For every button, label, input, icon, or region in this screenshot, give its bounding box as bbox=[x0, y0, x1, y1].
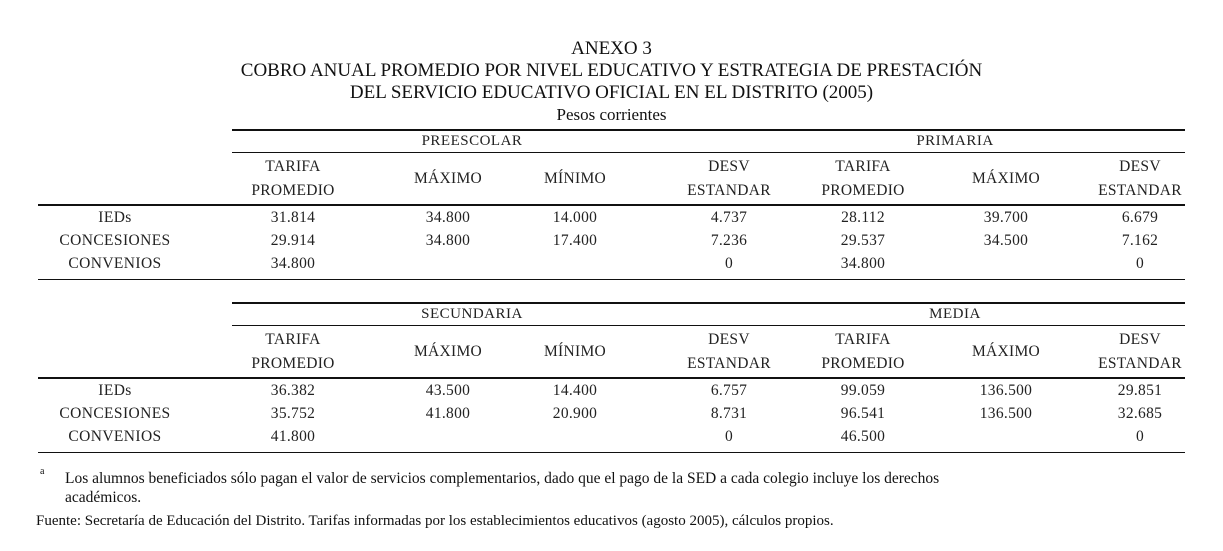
table-title-line2: DEL SERVICIO EDUCATIVO OFICIAL EN EL DISTRITO (2005) bbox=[349, 82, 874, 103]
column-header-line1: TARIFA bbox=[265, 331, 321, 348]
column-header-line2: ESTANDAR bbox=[1098, 355, 1182, 372]
table-cell: 34.800 bbox=[270, 255, 316, 272]
column-header: MÁXIMO bbox=[971, 170, 1041, 187]
column-header-line1: DESV bbox=[708, 158, 750, 175]
table-cell: 14.000 bbox=[552, 209, 598, 226]
column-header-line2: ESTANDAR bbox=[687, 355, 771, 372]
table-cell: 6.679 bbox=[1121, 209, 1159, 226]
table-cell: 7.236 bbox=[710, 232, 748, 249]
row-label: CONVENIOS bbox=[68, 428, 162, 445]
table-bottom-rule bbox=[38, 279, 1185, 280]
table-cell: 32.685 bbox=[1117, 405, 1163, 422]
table-cell: 34.500 bbox=[983, 232, 1029, 249]
table-cell: 41.800 bbox=[425, 405, 471, 422]
table-cell: 6.757 bbox=[710, 382, 748, 399]
table-cell: 99.059 bbox=[840, 382, 886, 399]
table-cell: 34.800 bbox=[840, 255, 886, 272]
table-cell: 20.900 bbox=[552, 405, 598, 422]
annex-label: ANEXO 3 bbox=[571, 38, 652, 59]
group-header-right: PRIMARIA bbox=[916, 133, 994, 149]
table-cell: 29.914 bbox=[270, 232, 316, 249]
column-header-line1: DESV bbox=[1119, 331, 1161, 348]
table-cell: 0 bbox=[1135, 428, 1145, 445]
column-header: MÁXIMO bbox=[971, 343, 1041, 360]
table-cell: 29.851 bbox=[1117, 382, 1163, 399]
column-header: MÍNIMO bbox=[543, 343, 607, 360]
table-cell: 35.752 bbox=[270, 405, 316, 422]
table-bottom-rule bbox=[38, 452, 1185, 453]
group-header-rule bbox=[232, 152, 1185, 153]
table-top-rule bbox=[232, 129, 1185, 131]
column-header-line1: DESV bbox=[708, 331, 750, 348]
column-header-line2: ESTANDAR bbox=[687, 182, 771, 199]
column-header-line1: DESV bbox=[1119, 158, 1161, 175]
table-cell: 96.541 bbox=[840, 405, 886, 422]
column-header: MÁXIMO bbox=[413, 343, 483, 360]
group-header-right: MEDIA bbox=[929, 306, 981, 322]
table-cell: 17.400 bbox=[552, 232, 598, 249]
row-label: CONCESIONES bbox=[59, 232, 171, 249]
footnote-text-line2: académicos. bbox=[65, 489, 142, 506]
column-header: MÁXIMO bbox=[413, 170, 483, 187]
table-cell: 8.731 bbox=[710, 405, 748, 422]
table-cell: 41.800 bbox=[270, 428, 316, 445]
table-title-line1: COBRO ANUAL PROMEDIO POR NIVEL EDUCATIVO Y ESTRATEGIA DE PRESTACIÓN bbox=[240, 60, 983, 81]
row-label: CONVENIOS bbox=[68, 255, 162, 272]
table-cell: 4.737 bbox=[710, 209, 748, 226]
column-header-rule bbox=[38, 377, 1185, 379]
table-cell: 0 bbox=[1135, 255, 1145, 272]
column-header-line1: TARIFA bbox=[265, 158, 321, 175]
column-header-line1: TARIFA bbox=[835, 331, 891, 348]
table-cell: 7.162 bbox=[1121, 232, 1159, 249]
column-header-line2: PROMEDIO bbox=[251, 182, 335, 199]
table-cell: 34.800 bbox=[425, 209, 471, 226]
table-cell: 46.500 bbox=[840, 428, 886, 445]
table-cell: 31.814 bbox=[270, 209, 316, 226]
row-label: IEDs bbox=[98, 209, 132, 226]
table-cell: 14.400 bbox=[552, 382, 598, 399]
row-label: CONCESIONES bbox=[59, 405, 171, 422]
table-top-rule bbox=[232, 302, 1185, 304]
column-header-line2: ESTANDAR bbox=[1098, 182, 1182, 199]
table-cell: 0 bbox=[724, 255, 734, 272]
table-cell: 136.500 bbox=[979, 405, 1033, 422]
column-header-line2: PROMEDIO bbox=[821, 182, 905, 199]
footnote-marker: a bbox=[40, 466, 45, 477]
source-note: Fuente: Secretaría de Educación del Distrito. Tarifas informadas por los establecimientos educativos (agosto 2005), cálculos propios. bbox=[36, 513, 834, 529]
column-header-line1: TARIFA bbox=[835, 158, 891, 175]
footnote-text-line1: Los alumnos beneficiados sólo pagan el valor de servicios complementarios, dado que el pago de la SED a cada colegio incluye los derechos bbox=[65, 470, 940, 487]
table-subtitle: Pesos corrientes bbox=[556, 105, 667, 124]
table-cell: 0 bbox=[724, 428, 734, 445]
column-header-rule bbox=[38, 204, 1185, 206]
table-cell: 43.500 bbox=[425, 382, 471, 399]
group-header-left: SECUNDARIA bbox=[421, 306, 523, 322]
column-header-line2: PROMEDIO bbox=[821, 355, 905, 372]
table-cell: 36.382 bbox=[270, 382, 316, 399]
column-header: MÍNIMO bbox=[543, 170, 607, 187]
table-cell: 136.500 bbox=[979, 382, 1033, 399]
row-label: IEDs bbox=[98, 382, 132, 399]
table-cell: 28.112 bbox=[841, 209, 885, 226]
group-header-rule bbox=[232, 325, 1185, 326]
table-cell: 39.700 bbox=[983, 209, 1029, 226]
group-header-left: PREESCOLAR bbox=[421, 133, 523, 149]
column-header-line2: PROMEDIO bbox=[251, 355, 335, 372]
table-cell: 29.537 bbox=[840, 232, 886, 249]
table-cell: 34.800 bbox=[425, 232, 471, 249]
